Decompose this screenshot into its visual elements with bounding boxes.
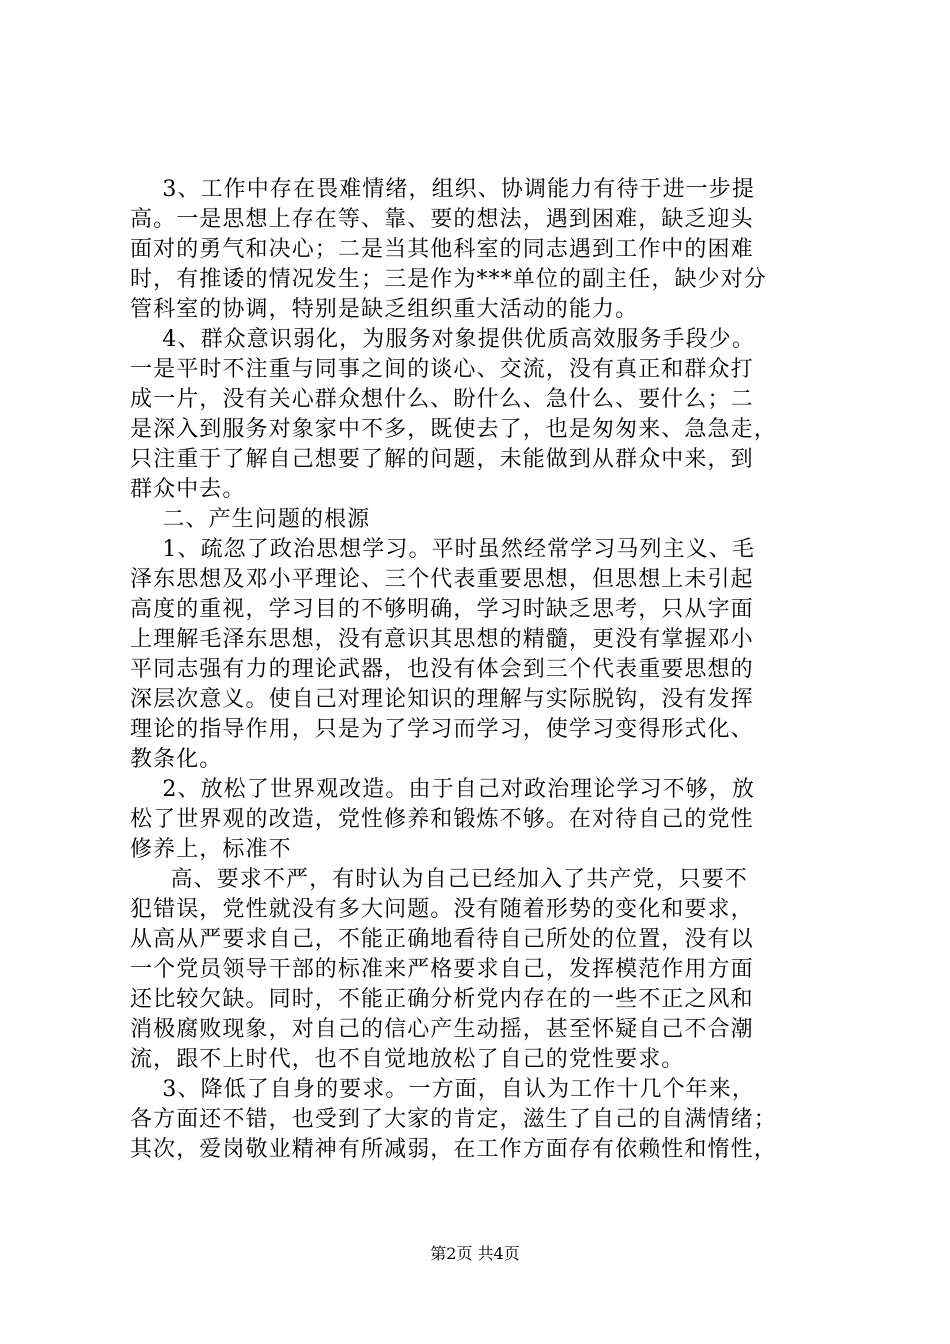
text-line: 从高从严要求自己，不能正确地看待自己所处的位置，没有以	[130, 927, 754, 952]
text-line: 上理解毛泽东思想，没有意识其思想的精髓，更没有掌握邓小	[130, 627, 754, 652]
text-line: 高、要求不严，有时认为自己已经加入了共产党，只要不	[130, 867, 748, 892]
text-line: 4、群众意识弱化，为服务对象提供优质高效服务手段少。	[130, 327, 755, 352]
text-line: 高度的重视，学习目的不够明确，学习时缺乏思考，只从字面	[130, 597, 754, 622]
text-line: 高。一是思想上存在等、靠、要的想法，遇到困难，缺乏迎头	[130, 207, 754, 232]
text-line: 松了世界观的改造，党性修养和锻炼不够。在对待自己的党性	[130, 807, 754, 832]
text-line: 消极腐败现象，对自己的信心产生动摇，甚至怀疑自己不合潮	[130, 1017, 754, 1042]
text-line: 犯错误，党性就没有多大问题。没有随着形势的变化和要求，	[130, 897, 754, 922]
text-line: 1、疏忽了政治思想学习。平时虽然经常学习马列主义、毛	[130, 537, 755, 562]
text-line: 2、放松了世界观改造。由于自己对政治理论学习不够，放	[130, 777, 755, 802]
text-line: 平同志强有力的理论武器，也没有体会到三个代表重要思想的	[130, 657, 754, 682]
text-line: 教条化。	[130, 747, 223, 772]
text-line: 深层次意义。使自己对理论知识的理解与实际脱钩，没有发挥	[130, 687, 754, 712]
text-line: 只注重于了解自己想要了解的问题，未能做到从群众中来，到	[130, 447, 754, 472]
text-line: 是深入到服务对象家中不多，既使去了，也是匆匆来、急急走，	[130, 417, 777, 442]
section-heading: 二、产生问题的根源	[130, 507, 371, 532]
text-line: 时，有推诿的情况发生；三是作为***单位的副主任，缺少对分	[130, 267, 767, 292]
text-line: 3、工作中存在畏难情绪，组织、协调能力有待于进一步提	[130, 177, 755, 202]
text-line: 群众中去。	[130, 477, 246, 502]
text-line: 理论的指导作用，只是为了学习而学习，使学习变得形式化、	[130, 717, 754, 742]
text-line: 一是平时不注重与同事之间的谈心、交流，没有真正和群众打	[130, 357, 754, 382]
text-line: 成一片，没有关心群众想什么、盼什么、急什么、要什么；二	[130, 387, 754, 412]
text-line: 修养上，标准不	[130, 837, 292, 862]
text-line: 流，跟不上时代，也不自觉地放松了自己的党性要求。	[130, 1047, 685, 1072]
text-line: 其次，爱岗敬业精神有所减弱，在工作方面存有依赖性和惰性，	[130, 1137, 777, 1162]
text-line: 还比较欠缺。同时，不能正确分析党内存在的一些不正之风和	[130, 987, 754, 1012]
text-line: 面对的勇气和决心；二是当其他科室的同志遇到工作中的困难	[130, 237, 754, 262]
text-line: 泽东思想及邓小平理论、三个代表重要思想，但思想上未引起	[130, 567, 754, 592]
text-line: 一个党员领导干部的标准来严格要求自己，发挥模范作用方面	[130, 957, 754, 982]
text-line: 各方面还不错，也受到了大家的肯定，滋生了自己的自满情绪；	[130, 1107, 777, 1132]
text-line: 管科室的协调，特别是缺乏组织重大活动的能力。	[130, 297, 639, 322]
page-number-footer: 第2页 共4页	[430, 1244, 520, 1263]
document-body	[130, 175, 835, 1165]
text-line: 3、降低了自身的要求。一方面，自认为工作十几个年来，	[130, 1077, 755, 1102]
